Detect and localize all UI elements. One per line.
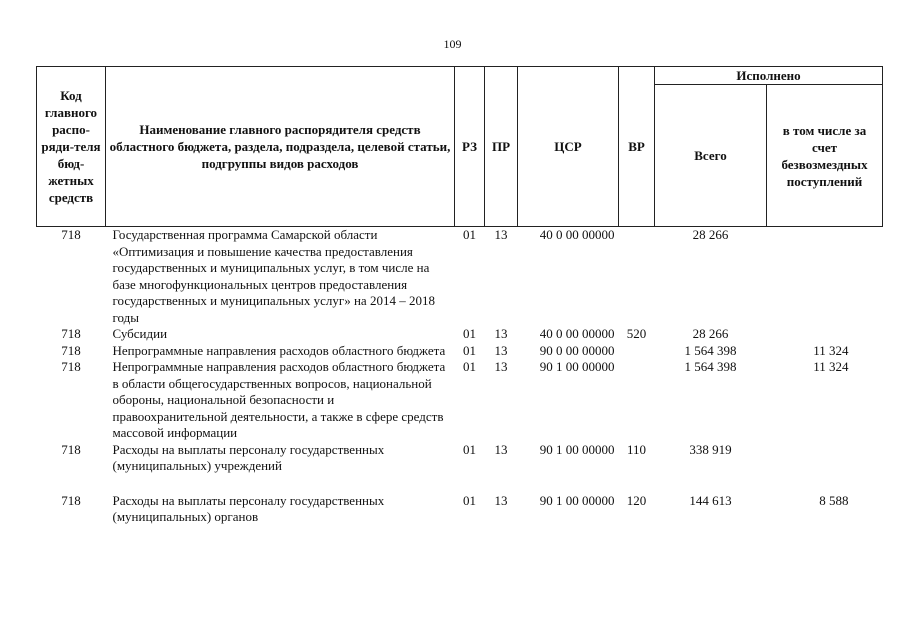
cell-rz: 01 — [463, 227, 476, 242]
cell-pr: 13 — [494, 492, 508, 508]
header-vr: ВР — [619, 67, 655, 227]
cell-name: Расходы на выплаты персоналу государственных (муниципальных) органов — [112, 492, 385, 524]
cell-csr: 40 0 00 00000 — [539, 326, 615, 341]
cell-name: Непрограммные направления расходов областного бюджета в области общегосударственных вопросов, национальной обороны, национальной безопасности и правоохранительной деятельности, а также в сфере средств массовой информации — [112, 359, 446, 440]
header-name: Наименование главного распорядителя средств областного бюджета, раздела, подраздела, целевой статьи, подгруппы видов расходов — [106, 67, 455, 227]
cell-free: 11 324 — [813, 359, 849, 374]
cell-code: 718 — [61, 227, 81, 242]
cell-free — [767, 442, 883, 493]
cell-total: 1 564 398 — [684, 342, 737, 358]
table-row — [37, 343, 883, 360]
header-total: Всего — [655, 85, 767, 227]
cell-rz: 01 — [463, 359, 476, 374]
cell-pr: 13 — [494, 342, 508, 358]
page-number: 109 — [443, 37, 462, 51]
header-csr: ЦСР — [518, 67, 619, 227]
cell-csr: 40 0 00 00000 — [539, 227, 615, 242]
cell-vr — [619, 343, 655, 360]
cell-vr: 120 — [626, 492, 647, 508]
table-row — [37, 359, 883, 442]
cell-vr — [619, 359, 655, 442]
cell-rz: 01 — [463, 441, 476, 457]
cell-total: 1 564 398 — [684, 359, 737, 374]
cell-csr: 90 0 00 00000 — [539, 342, 615, 358]
header-free: в том числе за счет безвозмездных поступлений — [767, 85, 883, 227]
cell-name: Непрограммные направления расходов областного бюджета — [112, 342, 446, 358]
cell-vr: 110 — [626, 441, 647, 457]
header-code: Код главного распо-ряди-теля бюд-жетных средств — [37, 67, 106, 227]
cell-csr: 90 1 00 00000 — [539, 441, 615, 457]
cell-name: Субсидии — [112, 326, 168, 341]
header-pr: ПР — [485, 67, 518, 227]
cell-total: 338 919 — [689, 441, 732, 457]
cell-free — [767, 326, 883, 343]
cell-total: 28 266 — [692, 326, 729, 341]
cell-code: 718 — [61, 492, 81, 508]
cell-code: 718 — [61, 326, 81, 341]
cell-free: 8 588 — [819, 492, 849, 508]
table-row — [37, 442, 883, 493]
cell-pr: 13 — [494, 326, 508, 341]
cell-rz: 01 — [463, 492, 476, 508]
table-row — [37, 326, 883, 343]
cell-vr — [619, 227, 655, 327]
table-row — [37, 493, 883, 526]
cell-code: 718 — [61, 342, 81, 358]
cell-csr: 90 1 00 00000 — [539, 492, 615, 508]
cell-rz: 01 — [463, 326, 476, 341]
header-executed: Исполнено — [655, 67, 883, 85]
cell-name: Расходы на выплаты персоналу государственных (муниципальных) учреждений — [112, 441, 385, 473]
header-rz: РЗ — [455, 67, 485, 227]
cell-total: 28 266 — [692, 227, 729, 242]
cell-pr: 13 — [494, 441, 508, 457]
cell-csr: 90 1 00 00000 — [539, 359, 615, 374]
cell-vr: 520 — [626, 326, 647, 341]
cell-free: 11 324 — [813, 342, 849, 358]
cell-name: Государственная программа Самарской области «Оптимизация и повышение качества предоставления государственных и муниципальных услуг, в том числе на базе многофункциональных центров предоставления государственных и муниципальных услуг» на 2014 – 2018 годы — [112, 227, 435, 325]
table-row — [37, 227, 883, 327]
cell-free — [767, 227, 883, 327]
cell-code: 718 — [61, 441, 81, 457]
cell-rz: 01 — [463, 342, 476, 358]
budget-table — [36, 66, 883, 526]
cell-code: 718 — [61, 359, 81, 374]
cell-total: 144 613 — [689, 492, 732, 508]
cell-pr: 13 — [494, 227, 508, 242]
cell-pr: 13 — [494, 359, 508, 374]
